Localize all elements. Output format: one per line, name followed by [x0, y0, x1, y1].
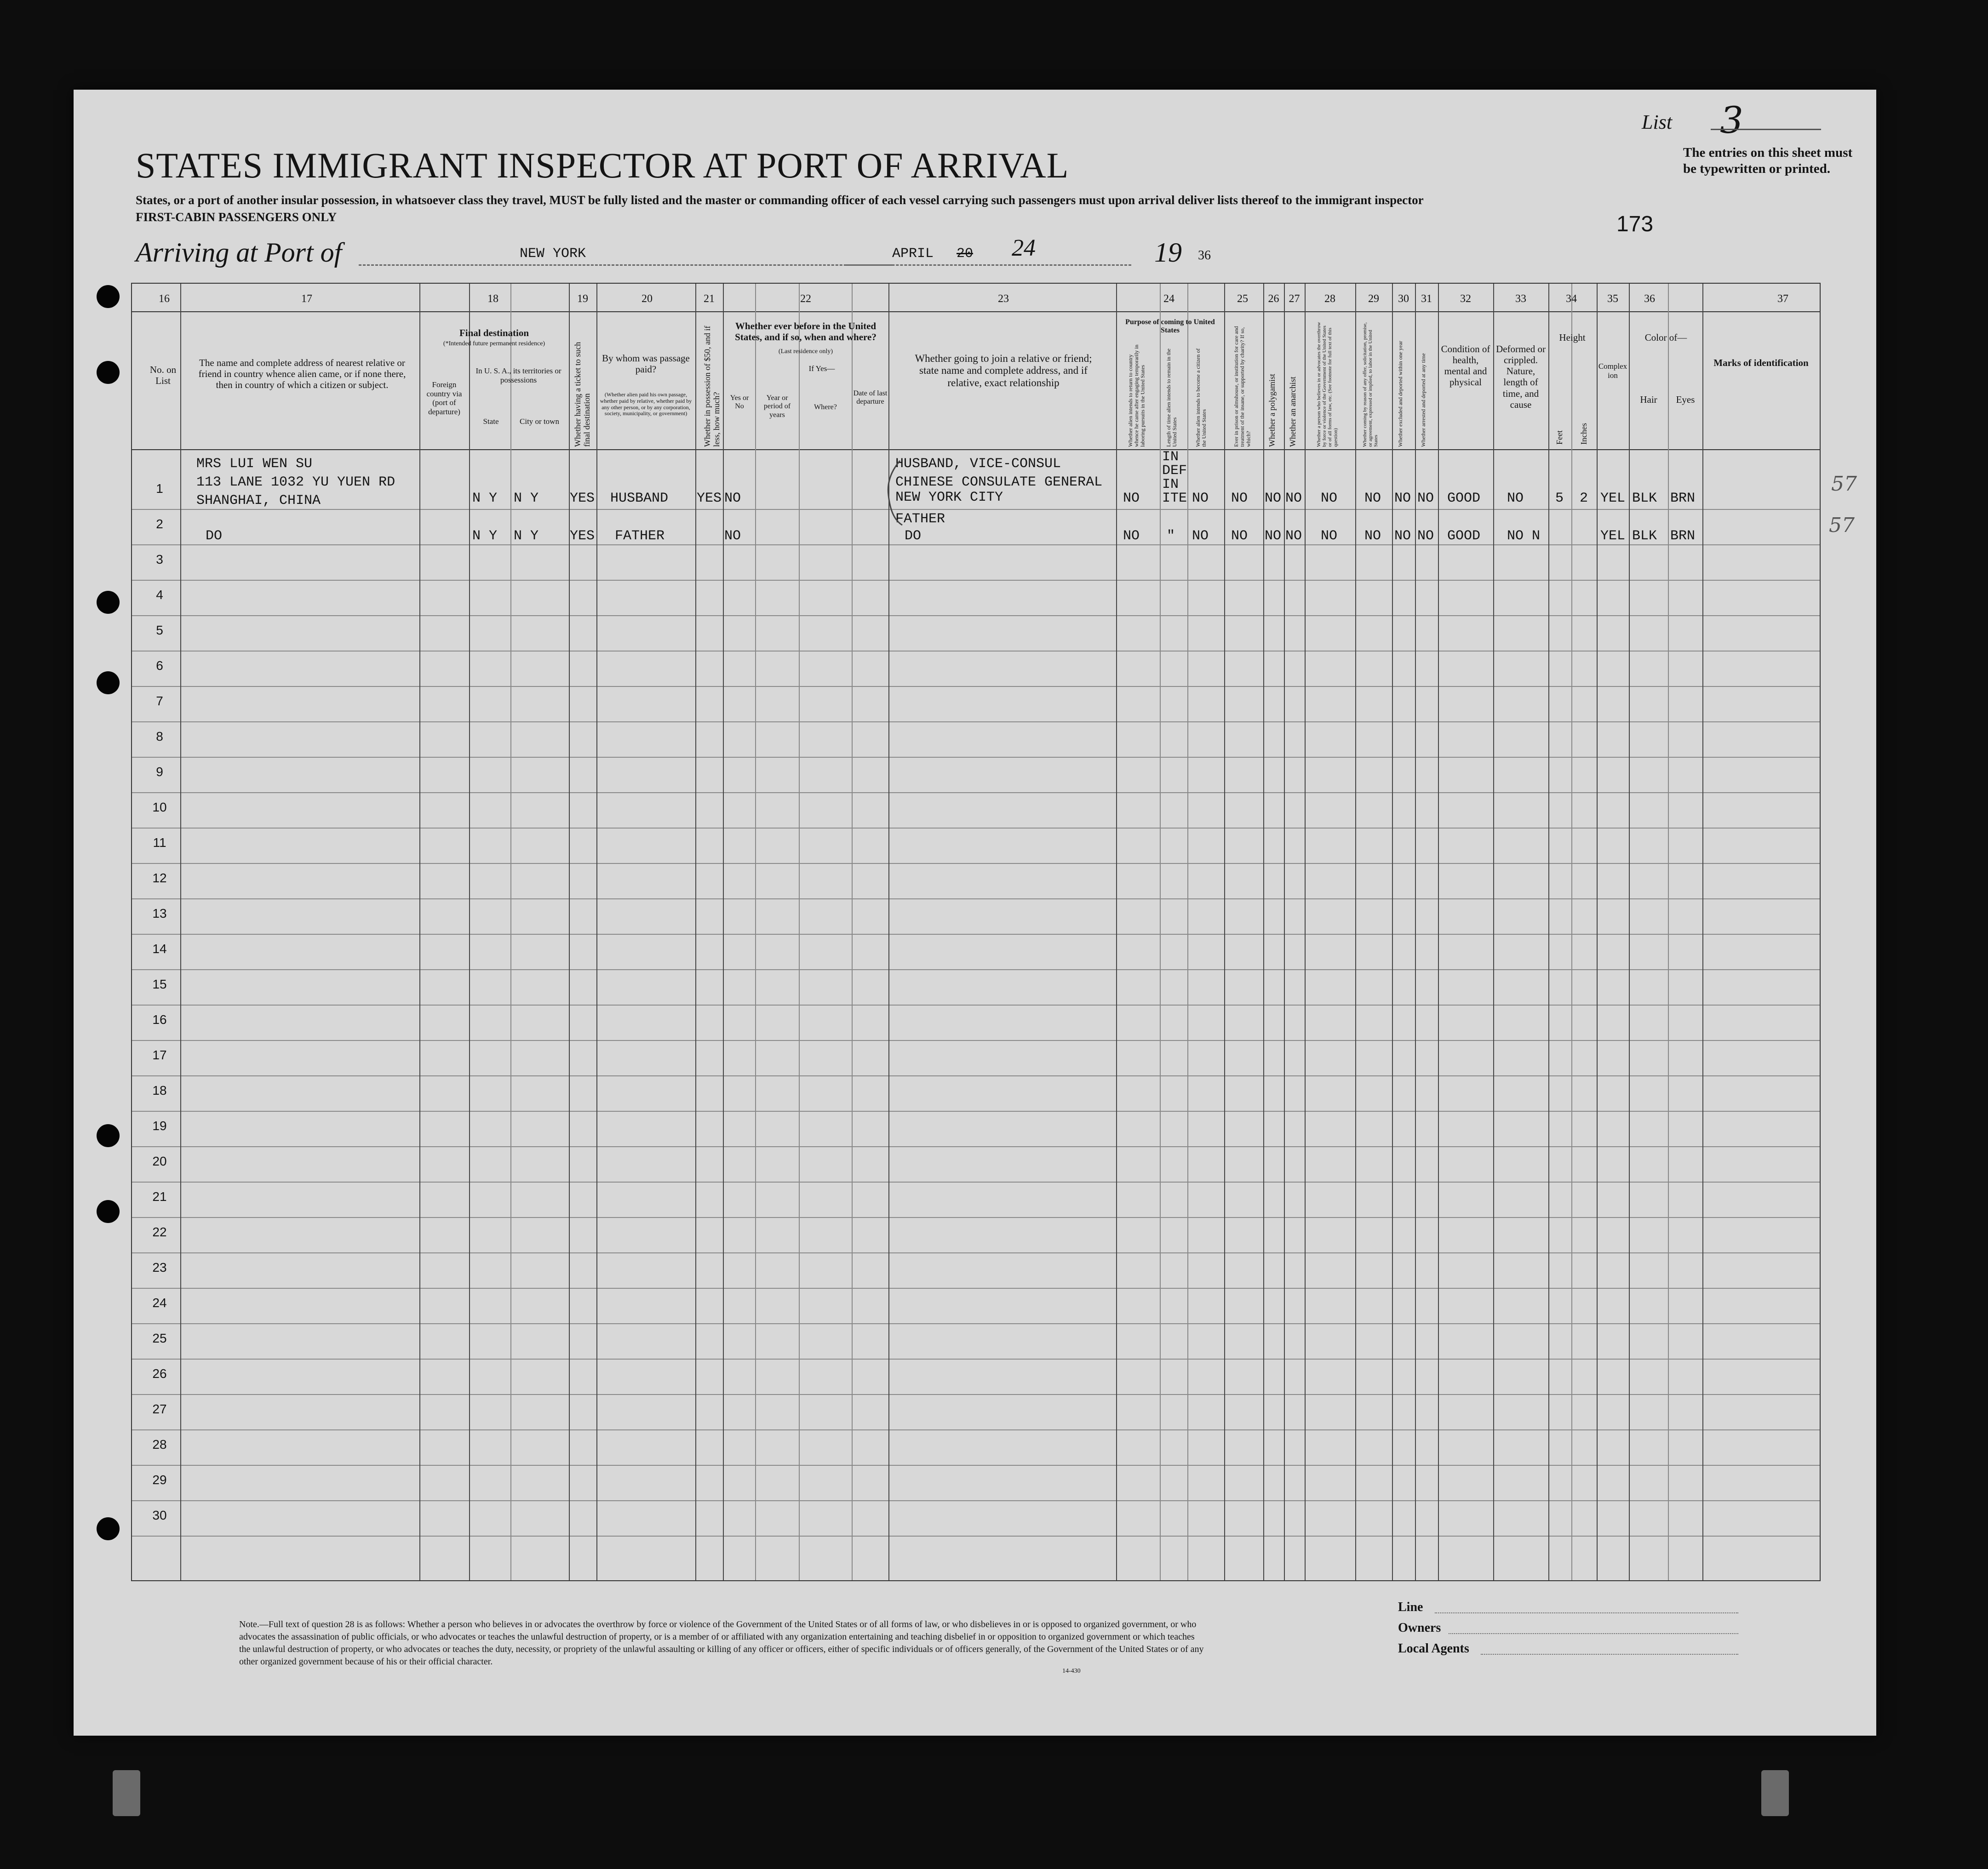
port-value: NEW YORK [520, 246, 586, 262]
header-overthrow: Whether a person who believes in or advocates the overthrow by force or violence of the Government of the United States or of all forms of law, etc. (See footnote for full text of this question) [1316, 322, 1339, 447]
header-eyes: Eyes [1676, 394, 1695, 405]
row-rule [132, 1182, 1820, 1183]
excluded: NO [1394, 491, 1411, 506]
header-rule [132, 311, 1820, 312]
deformed: NO N [1507, 528, 1541, 544]
header-bottom-rule [132, 449, 1820, 450]
row-number: 9 [156, 765, 163, 779]
header-labor-offer: Whether coming by reason of any offer, solicitation, promise, or agreement, expressed or implied, to labor in the United States [1362, 322, 1379, 447]
deformed: NO [1507, 491, 1524, 506]
row-rule [132, 1536, 1820, 1537]
row-rule [132, 1111, 1820, 1112]
row-number: 7 [156, 694, 163, 708]
row-number: 27 [152, 1402, 167, 1416]
row-rule [132, 1146, 1820, 1147]
overthrow: NO [1321, 491, 1338, 506]
col-divider [1116, 284, 1117, 1580]
col-number: 17 [301, 293, 312, 305]
col-number: 26 [1268, 293, 1279, 305]
col-number: 19 [577, 293, 588, 305]
col-divider [180, 284, 181, 1580]
header-excluded: Whether excluded and deported within one year [1397, 341, 1404, 447]
eye-color: BRN [1670, 528, 1696, 544]
header-no-on-list: No. on List [149, 364, 177, 387]
relative-name: MRS LUI WEN SU [196, 456, 313, 472]
height-inches: 2 [1580, 491, 1588, 506]
header-deported: Whether arrested and deported at any time [1420, 353, 1427, 447]
agents-label: Local Agents [1398, 1641, 1469, 1656]
header-join-relative: Whether going to join a relative or friend; state name and complete address, and if relative, exact relationship [915, 353, 1092, 389]
footnote: Note.—Full text of question 28 is as follows: Whether a person who believes in or advocates the overthrow by force or violence of the Government of the United States or of all forms of law, or who disbelieves in or is opposed to organized government, or who advocates the assassination of public officials, or who advocates or teaches the unlawful destruction of property, or is a member of or affiliated with any organization entertaining and teaching disbelief in or opposition to organized government or which teaches the unlawful destruction of property, or who advocates or teaches the duty, necessity, or propriety of the unlawful assaulting or killing of any officer or officers, either of specific individuals or of officers generally, of the Government of the United States or of any other organized government because of his or their official character. [239, 1619, 1204, 1667]
row-number: 5 [156, 623, 163, 637]
col-divider [1187, 284, 1188, 1580]
header-anarchist: Whether an anarchist [1288, 377, 1297, 447]
row-number: 1 [156, 481, 163, 496]
owners-label: Owners [1398, 1621, 1441, 1635]
line-label: Line [1398, 1600, 1423, 1614]
polygamist: NO [1265, 528, 1282, 544]
header-years: Year or period of years [763, 394, 791, 419]
margin-mark: 57 [1831, 472, 1857, 496]
header-polygamist: Whether a polygamist [1267, 374, 1277, 447]
dest-city: N Y [514, 491, 539, 506]
col-number: 23 [998, 293, 1009, 305]
row-number: 29 [152, 1473, 167, 1487]
join-city: NEW YORK CITY [895, 490, 1003, 505]
header-deformed: Deformed or crippled. Nature, length of time, and cause [1496, 343, 1546, 410]
header-hair: Hair [1640, 394, 1657, 405]
punch-hole [97, 1124, 120, 1147]
header-last-residence: (Last residence only) [778, 348, 833, 355]
header-passage-paid: By whom was passage paid? [602, 353, 690, 375]
header-in-usa: In U. S. A., its territories or possessions [476, 366, 561, 384]
port-underline [359, 264, 892, 266]
row-number: 14 [152, 942, 167, 956]
col-divider [569, 284, 570, 1580]
header-foreign-country: Foreign country via (port of departure) [426, 380, 462, 416]
year-prefix: 19 [1154, 237, 1182, 268]
agents-field [1481, 1654, 1738, 1655]
row-number: 6 [156, 658, 163, 673]
relative-city: SHANGHAI, CHINA [196, 493, 321, 509]
header-complexion: Complexion [1598, 362, 1627, 380]
height-feet: 5 [1555, 491, 1564, 506]
col-divider [419, 284, 420, 1580]
length-stay-4: ITE [1162, 491, 1187, 506]
day-handwritten: 24 [1012, 235, 1036, 261]
month-value: APRIL [892, 246, 934, 262]
header-passage-paid-sub: (Whether alien paid his own passage, whether paid by relative, whether paid by any other person, or by any corporation, society, municipality, or government) [600, 391, 692, 417]
col-divider [1415, 284, 1416, 1580]
row-number: 11 [153, 835, 166, 850]
header-feet: Feet [1555, 430, 1564, 445]
relative-name: DO [206, 528, 223, 544]
row-rule [132, 1252, 1820, 1253]
col-number: 32 [1460, 293, 1471, 305]
row-rule [132, 580, 1820, 581]
col-divider [1160, 284, 1161, 1580]
col-divider [1571, 284, 1572, 1580]
row-number: 16 [152, 1012, 167, 1027]
col-divider [695, 284, 696, 1580]
row-rule [132, 1465, 1820, 1466]
ticket: YES [570, 491, 595, 506]
length-stay-1: " [1167, 528, 1175, 544]
overthrow: NO [1321, 528, 1338, 544]
ticket: YES [570, 528, 595, 544]
form-code-bottom: 14-430 [1062, 1668, 1081, 1675]
col-number: 27 [1289, 293, 1300, 305]
col-number: 33 [1515, 293, 1526, 305]
col-number: 37 [1777, 293, 1788, 305]
row-rule [132, 969, 1820, 970]
hair-color: BLK [1632, 491, 1657, 506]
labor-offer: NO [1364, 528, 1381, 544]
col-number: 25 [1237, 293, 1248, 305]
col-number: 31 [1421, 293, 1432, 305]
row-number: 3 [156, 552, 163, 566]
header-where: Where? [814, 403, 837, 411]
col-divider [510, 284, 511, 1580]
row-rule [132, 1359, 1820, 1360]
header-return: Whether alien intends to return to country whence he came after engaging temporarily in laboring pursuits in the United States [1127, 344, 1146, 447]
col-divider [1493, 284, 1494, 1580]
anarchist: NO [1285, 528, 1302, 544]
prison: NO [1231, 491, 1248, 506]
header-relative: The name and complete address of nearest relative or friend in country whence alien came, or if none there, then in country of which a citizen or subject. [198, 357, 406, 391]
header-final-destination: Final destination [459, 327, 529, 338]
paid-by: HUSBAND [610, 491, 669, 506]
margin-mark: 57 [1829, 514, 1855, 537]
fifty-dollars: YES [697, 491, 722, 506]
col-number: 18 [487, 293, 498, 305]
complexion: YEL [1600, 491, 1626, 506]
list-number: 3 [1720, 99, 1743, 142]
col-divider [1597, 284, 1598, 1580]
col-divider [1224, 284, 1225, 1580]
col-divider [1263, 284, 1264, 1580]
col-divider [1702, 284, 1703, 1580]
col-divider [1284, 284, 1285, 1580]
dest-state: N Y [472, 491, 498, 506]
row-rule [132, 1500, 1820, 1501]
header-prison: Ever in prison or almshouse, or institution for care and treatment of the insane, or supported by charity? If so, which? [1233, 326, 1252, 447]
join-relation: HUSBAND, VICE-CONSUL [895, 456, 1061, 472]
punch-hole [97, 1200, 120, 1223]
list-label: List [1642, 111, 1673, 133]
col-number: 29 [1368, 293, 1379, 305]
row-number: 22 [152, 1225, 167, 1239]
header-fifty-dollars: Whether in possession of $50, and if less, how much? [703, 326, 721, 447]
form-instructions: States, or a port of another insular possession, in whatsoever class they travel, MUST be fully listed and the master or commanding officer of each vessel carrying such passengers must upon arrival deliver lists thereof to the immigrant inspector [136, 193, 1424, 207]
row-number: 18 [152, 1083, 167, 1097]
col-number: 28 [1324, 293, 1335, 305]
col-number: 21 [704, 293, 715, 305]
header-citizen: Whether alien intends to become a citizen of the United States [1195, 348, 1208, 447]
header-marks: Marks of identification [1713, 357, 1809, 368]
join-relation: FATHER [895, 511, 945, 527]
col-divider [1305, 284, 1306, 1580]
row-number: 17 [152, 1048, 167, 1062]
bracket-mark [886, 458, 905, 527]
row-rule [132, 863, 1820, 864]
punch-hole [97, 591, 120, 614]
row-number: 19 [152, 1119, 167, 1133]
punch-hole [97, 361, 120, 384]
row-rule [132, 934, 1820, 935]
health: GOOD [1447, 491, 1481, 506]
col-number: 34 [1566, 293, 1577, 305]
punch-hole [97, 671, 120, 694]
header-yes-no: Yes or No [730, 394, 749, 411]
row-rule [132, 1005, 1820, 1006]
entries-note: The entries on this sheet must be typewritten or printed. [1683, 145, 1853, 176]
line-field [1435, 1612, 1738, 1613]
binder-clip [113, 1770, 140, 1816]
col-divider [1548, 284, 1549, 1580]
row-rule [132, 792, 1820, 793]
col-number: 24 [1163, 293, 1174, 305]
length-stay-2: DEF [1162, 463, 1187, 479]
deported: NO [1417, 528, 1434, 544]
row-number: 26 [152, 1366, 167, 1381]
hair-color: BLK [1632, 528, 1657, 544]
row-number: 21 [152, 1189, 167, 1204]
col-divider [723, 284, 724, 1580]
eye-color: BRN [1670, 491, 1696, 506]
row-rule [132, 898, 1820, 899]
header-ticket: Whether having a ticket to such final destination [573, 342, 591, 447]
excluded: NO [1394, 528, 1411, 544]
manifest-table [131, 283, 1857, 1581]
row-number: 8 [156, 729, 163, 743]
punch-hole [97, 285, 120, 308]
col-number: 30 [1398, 293, 1409, 305]
manifest-sheet [74, 90, 1876, 1736]
join-name: CHINESE CONSULATE GENERAL [895, 474, 1103, 490]
row-number: 10 [152, 800, 167, 814]
header-purpose: Purpose of coming to United States [1125, 318, 1215, 335]
row-number: 25 [152, 1331, 167, 1345]
row-number: 28 [152, 1437, 167, 1452]
col-number: 20 [642, 293, 653, 305]
row-rule [132, 615, 1820, 616]
col-divider [1438, 284, 1439, 1580]
become-citizen: NO [1192, 491, 1209, 506]
length-stay-3: IN [1162, 477, 1179, 492]
header-health: Condition of health, mental and physical [1441, 343, 1490, 388]
header-city: City or town [520, 417, 559, 426]
complexion: YEL [1600, 528, 1626, 544]
day-struck: 20 [957, 246, 974, 262]
row-number: 24 [152, 1296, 167, 1310]
col-divider [1629, 284, 1630, 1580]
health: GOOD [1447, 528, 1481, 544]
col-divider [1355, 284, 1356, 1580]
become-citizen: NO [1192, 528, 1209, 544]
anarchist: NO [1285, 491, 1302, 506]
dest-state: N Y [472, 528, 498, 544]
ever-before: NO [724, 528, 741, 544]
col-divider [469, 284, 470, 1580]
labor-offer: NO [1364, 491, 1381, 506]
list-underline [1711, 129, 1821, 130]
header-color: Color of— [1644, 332, 1687, 343]
col-divider [852, 284, 853, 1580]
row-rule [132, 1217, 1820, 1218]
header-if-yes: If Yes— [808, 364, 835, 373]
return-home: NO [1123, 528, 1140, 544]
sheet-number: 173 [1616, 212, 1654, 236]
col-divider [1668, 284, 1669, 1580]
polygamist: NO [1265, 491, 1282, 506]
header-final-destination-sub: (*Intended future permanent residence) [443, 340, 545, 347]
row-rule [132, 828, 1820, 829]
prison: NO [1231, 528, 1248, 544]
deported: NO [1417, 491, 1434, 506]
row-rule [132, 686, 1820, 687]
row-rule [132, 1429, 1820, 1430]
year-suffix: 36 [1198, 248, 1211, 263]
ever-before: NO [724, 491, 741, 506]
owners-field [1449, 1633, 1738, 1634]
row-rule [132, 1323, 1820, 1324]
row-rule [132, 1394, 1820, 1395]
col-divider [799, 284, 800, 1580]
row-rule [132, 1288, 1820, 1289]
row-rule [132, 721, 1820, 722]
header-departure-date: Date of last departure [853, 389, 888, 406]
header-inches: Inches [1579, 423, 1588, 445]
length-stay-1: IN [1162, 449, 1179, 465]
cabin-class: FIRST-CABIN PASSENGERS ONLY [136, 210, 337, 224]
row-number: 2 [156, 517, 163, 531]
row-rule [132, 544, 1820, 545]
col-divider [596, 284, 597, 1580]
punch-hole [97, 1517, 120, 1540]
col-divider [755, 284, 756, 1580]
row-rule [132, 1075, 1820, 1076]
row-rule [132, 651, 1820, 652]
row-number: 4 [156, 588, 163, 602]
col-number: 22 [800, 293, 811, 305]
row-number: 20 [152, 1154, 167, 1168]
return-home: NO [1123, 491, 1140, 506]
binder-clip [1761, 1770, 1789, 1816]
col-divider [1392, 284, 1393, 1580]
header-height: Height [1559, 332, 1586, 343]
paid-by: FATHER [615, 528, 665, 544]
row-number: 13 [152, 906, 167, 920]
relative-address: 113 LANE 1032 YU YUEN RD [196, 474, 395, 490]
row-number: 23 [152, 1260, 167, 1275]
row-number: 30 [152, 1508, 167, 1522]
row-rule [132, 509, 1820, 510]
row-rule [132, 1040, 1820, 1041]
header-length-stay: Length of time alien intends to remain in the United States [1165, 349, 1178, 447]
row-number: 15 [152, 977, 167, 991]
dest-city: N Y [514, 528, 539, 544]
row-number: 12 [152, 871, 167, 885]
join-name: DO [905, 528, 922, 544]
col-number: 16 [159, 293, 170, 305]
col-number: 35 [1607, 293, 1618, 305]
header-ever-before: Whether ever before in the United States, and if so, when and where? [735, 320, 877, 343]
row-rule [132, 757, 1820, 758]
date-underline [846, 264, 1131, 266]
arriving-label: Arriving at Port of [136, 237, 342, 268]
form-title: STATES IMMIGRANT INSPECTOR AT PORT OF ARRIVAL [136, 145, 1069, 185]
col-number: 36 [1644, 293, 1655, 305]
header-state: State [483, 417, 499, 426]
